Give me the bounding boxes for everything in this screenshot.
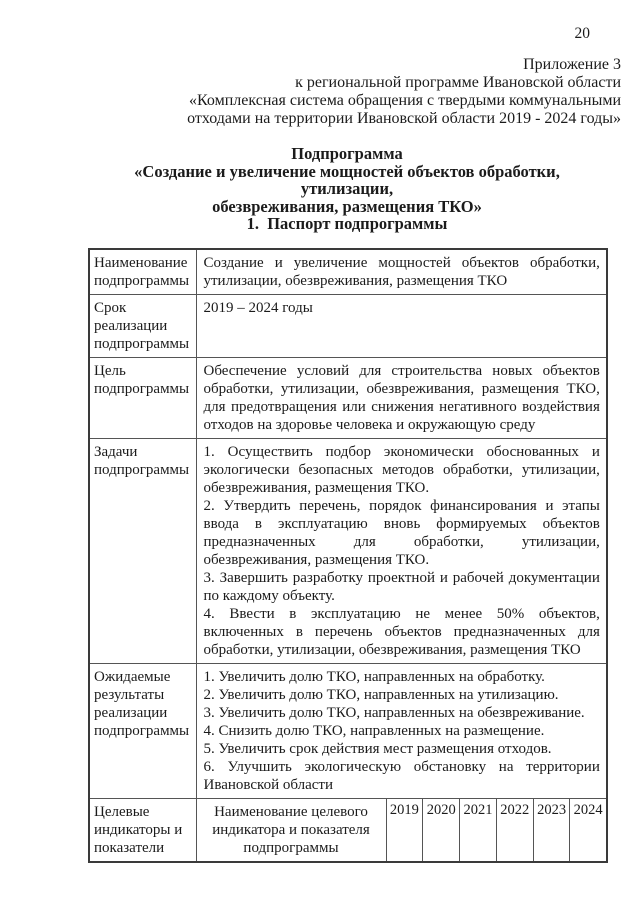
year-header: 2021 bbox=[460, 799, 497, 863]
passport-table bbox=[88, 248, 608, 863]
table-row bbox=[89, 358, 607, 439]
table-row-indicators bbox=[89, 799, 607, 863]
year-header: 2022 bbox=[496, 799, 533, 863]
table-row bbox=[89, 664, 607, 799]
appendix-header-line: «Комплексная система обращения с твердыми коммунальными bbox=[189, 92, 621, 109]
row-label: Ожидаемые результаты реализации подпрограммы bbox=[89, 664, 196, 799]
value-paragraph: 4. Снизить долю ТКО, направленных на размещение. bbox=[203, 723, 545, 739]
value-paragraph: Обеспечение условий для строительства новых объектов обработки, утилизации, обезвреживания, размещения ТКО, для предотвращения или снижения негативного воздействия отходов на здоровье человека и окружающую среду bbox=[203, 363, 600, 433]
value-paragraph: 2. Утвердить перечень, порядок финансирования и этапы ввода в эксплуатацию вновь формируемых объектов предназначенных для обработки, утилизации, обезвреживания, размещения ТКО. bbox=[203, 498, 600, 568]
row-value bbox=[196, 664, 607, 799]
row-label: Наименование подпрограммы bbox=[89, 249, 196, 295]
appendix-header-line: к региональной программе Ивановской области bbox=[295, 74, 621, 91]
value-paragraph: 2. Увеличить долю ТКО, направленных на утилизацию. bbox=[203, 687, 559, 703]
subprogram-title-line: «Создание и увеличение мощностей объектов обработки, утилизации, bbox=[134, 161, 560, 198]
value-paragraph: 3. Завершить разработку проектной и рабочей документации по каждому объекту. bbox=[203, 570, 600, 604]
appendix-header-line: Приложение 3 bbox=[523, 56, 621, 73]
page-number: 20 bbox=[574, 25, 590, 42]
value-paragraph: 3. Увеличить долю ТКО, направленных на обезвреживание. bbox=[203, 705, 585, 721]
row-value bbox=[196, 249, 607, 295]
row-value bbox=[196, 358, 607, 439]
table-row bbox=[89, 439, 607, 664]
table-row bbox=[89, 249, 607, 295]
row-label: Задачи подпрограммы bbox=[89, 439, 196, 664]
value-paragraph: 1. Увеличить долю ТКО, направленных на обработку. bbox=[203, 669, 545, 685]
indicator-name-header: Наименование целевого индикатора и показателя подпрограммы bbox=[196, 799, 386, 863]
row-value bbox=[196, 439, 607, 664]
row-value bbox=[196, 295, 607, 358]
row-label: Срок реализации подпрограммы bbox=[89, 295, 196, 358]
appendix-header bbox=[88, 56, 621, 128]
subprogram-title-line: Подпрограмма bbox=[291, 144, 403, 163]
section-heading: 1. Паспорт подпрограммы bbox=[246, 214, 448, 233]
value-paragraph: 1. Осуществить подбор экономически обоснованных и экологически безопасных методов обработки, утилизации, обезвреживания, размещения ТКО. bbox=[203, 444, 600, 496]
year-header: 2019 bbox=[386, 799, 423, 863]
value-paragraph: Создание и увеличение мощностей объектов обработки, утилизации, обезвреживания, размещения ТКО bbox=[203, 255, 600, 289]
year-header: 2020 bbox=[423, 799, 460, 863]
year-header: 2024 bbox=[570, 799, 607, 863]
year-header: 2023 bbox=[533, 799, 570, 863]
value-paragraph: 4. Ввести в эксплуатацию не менее 50% объектов, включенных в перечень объектов предназначенных для обработки, утилизации, обезвреживания, размещения ТКО bbox=[203, 606, 600, 658]
value-paragraph: 5. Увеличить срок действия мест размещения отходов. bbox=[203, 741, 552, 757]
table-row bbox=[89, 295, 607, 358]
value-paragraph: 2019 – 2024 годы bbox=[203, 300, 313, 316]
subprogram-title-line: обезвреживания, размещения ТКО» bbox=[212, 196, 482, 216]
appendix-header-line: отходами на территории Ивановской области 2019 - 2024 годы» bbox=[187, 110, 621, 127]
row-label: Целевые индикаторы и показатели bbox=[89, 799, 196, 863]
subprogram-title bbox=[88, 145, 606, 215]
row-label: Цель подпрограммы bbox=[89, 358, 196, 439]
value-paragraph: 6. Улучшить экологическую обстановку на территории Ивановской области bbox=[203, 759, 600, 793]
